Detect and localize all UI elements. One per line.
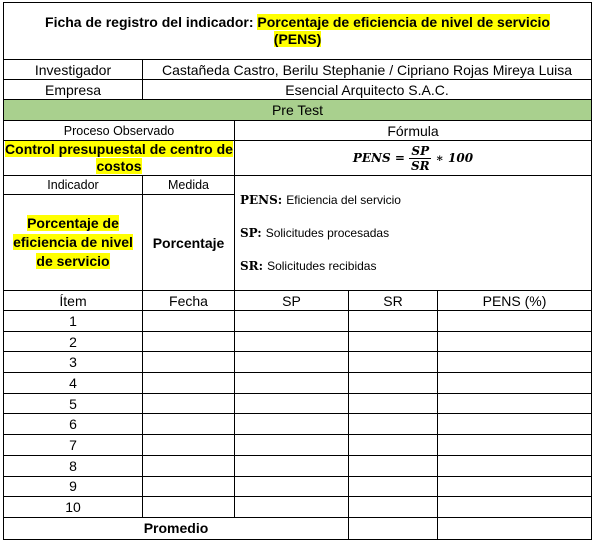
investigador-label: Investigador	[4, 60, 143, 80]
sr-cell[interactable]	[349, 331, 438, 352]
table-row	[4, 414, 592, 435]
sp-cell[interactable]	[235, 435, 349, 456]
proceso-value: Control presupuestal de centro de costos	[5, 141, 233, 174]
row-item-number: 2	[4, 331, 143, 352]
row-item-number: 5	[4, 393, 143, 414]
formula-denominator: SR	[410, 158, 430, 173]
indicador-label: Indicador	[4, 176, 143, 195]
fecha-cell[interactable]	[143, 393, 235, 414]
fecha-cell[interactable]	[143, 311, 235, 332]
table-row	[4, 497, 592, 518]
row-item-number: 3	[4, 352, 143, 373]
fecha-cell[interactable]	[143, 476, 235, 497]
row-item-number: 8	[4, 455, 143, 476]
investigador-value: Castañeda Castro, Berilu Stephanie / Cipriano Rojas Mireya Luisa	[143, 60, 592, 80]
table-row	[4, 393, 592, 414]
sr-cell[interactable]	[349, 311, 438, 332]
title-prefix: Ficha de registro del indicador:	[45, 14, 258, 30]
row-item-number: 1	[4, 311, 143, 332]
promedio-sr-cell[interactable]	[349, 517, 438, 539]
formula-cell	[235, 141, 592, 176]
pens-cell[interactable]	[438, 414, 592, 435]
definition-sr: SR: Solicitudes recibidas	[240, 259, 377, 273]
col-header-pens: PENS (%)	[438, 291, 592, 311]
pens-cell[interactable]	[438, 352, 592, 373]
sr-cell[interactable]	[349, 414, 438, 435]
sr-cell[interactable]	[349, 373, 438, 394]
sp-cell[interactable]	[235, 311, 349, 332]
empresa-value: Esencial Arquitecto S.A.C.	[143, 80, 592, 100]
pens-cell[interactable]	[438, 497, 592, 518]
table-row	[4, 373, 592, 394]
col-header-sr: SR	[349, 291, 438, 311]
sr-cell[interactable]	[349, 476, 438, 497]
sr-cell[interactable]	[349, 455, 438, 476]
promedio-pens-cell[interactable]	[438, 517, 592, 539]
sp-cell[interactable]	[235, 476, 349, 497]
definitions-cell	[235, 176, 592, 291]
pens-cell[interactable]	[438, 476, 592, 497]
pens-cell[interactable]	[438, 373, 592, 394]
fecha-cell[interactable]	[143, 497, 235, 518]
table-row	[4, 311, 592, 332]
table-row	[4, 455, 592, 476]
fecha-cell[interactable]	[143, 455, 235, 476]
col-header-sp: SP	[235, 291, 349, 311]
sr-cell[interactable]	[349, 393, 438, 414]
sp-cell[interactable]	[235, 455, 349, 476]
pens-cell[interactable]	[438, 393, 592, 414]
fecha-cell[interactable]	[143, 352, 235, 373]
medida-label: Medida	[143, 176, 235, 195]
medida-value: Porcentaje	[143, 195, 235, 291]
col-header-item: Ítem	[4, 291, 143, 311]
definition-sp: SP: Solicitudes procesadas	[240, 226, 390, 240]
promedio-label: Promedio	[4, 517, 349, 539]
pens-cell[interactable]	[438, 435, 592, 456]
fecha-cell[interactable]	[143, 331, 235, 352]
indicator-record-sheet	[3, 2, 591, 540]
col-header-fecha: Fecha	[143, 291, 235, 311]
data-header-row	[4, 291, 592, 311]
pens-cell[interactable]	[438, 311, 592, 332]
sp-cell[interactable]	[235, 352, 349, 373]
table-row	[4, 331, 592, 352]
indicador-value: Porcentaje de eficiencia de nivel de servicio	[13, 215, 133, 269]
sp-cell[interactable]	[235, 414, 349, 435]
pens-cell[interactable]	[438, 455, 592, 476]
sr-cell[interactable]	[349, 352, 438, 373]
row-item-number: 4	[4, 373, 143, 394]
fecha-cell[interactable]	[143, 414, 235, 435]
sp-cell[interactable]	[235, 373, 349, 394]
title-highlight-abbrev: (PENS)	[273, 31, 322, 47]
definition-pens: PENS: Eficiencia del servicio	[240, 193, 401, 207]
proceso-value-cell	[4, 141, 235, 176]
pre-test-banner: Pre Test	[4, 100, 592, 121]
sr-cell[interactable]	[349, 497, 438, 518]
footer-row	[4, 517, 592, 539]
sheet-title	[4, 3, 592, 60]
pens-cell[interactable]	[438, 331, 592, 352]
table-row	[4, 435, 592, 456]
table-row	[4, 352, 592, 373]
formula-expression	[235, 144, 591, 173]
row-item-number: 6	[4, 414, 143, 435]
formula-rhs: ∗ 100	[435, 151, 474, 165]
sp-cell[interactable]	[235, 497, 349, 518]
formula-lhs: PENS =	[352, 151, 405, 165]
record-table	[3, 2, 592, 540]
proceso-label: Proceso Observado	[4, 121, 235, 141]
table-row	[4, 476, 592, 497]
formula-fraction	[409, 144, 432, 173]
fecha-cell[interactable]	[143, 373, 235, 394]
fecha-cell[interactable]	[143, 435, 235, 456]
row-item-number: 10	[4, 497, 143, 518]
sp-cell[interactable]	[235, 393, 349, 414]
row-item-number: 9	[4, 476, 143, 497]
formula-numerator: SP	[411, 143, 430, 158]
indicador-value-cell	[4, 195, 143, 291]
empresa-label: Empresa	[4, 80, 143, 100]
row-item-number: 7	[4, 435, 143, 456]
sp-cell[interactable]	[235, 331, 349, 352]
sr-cell[interactable]	[349, 435, 438, 456]
title-highlight: Porcentaje de eficiencia de nivel de servicio	[257, 14, 550, 30]
formula-label: Fórmula	[235, 121, 592, 141]
